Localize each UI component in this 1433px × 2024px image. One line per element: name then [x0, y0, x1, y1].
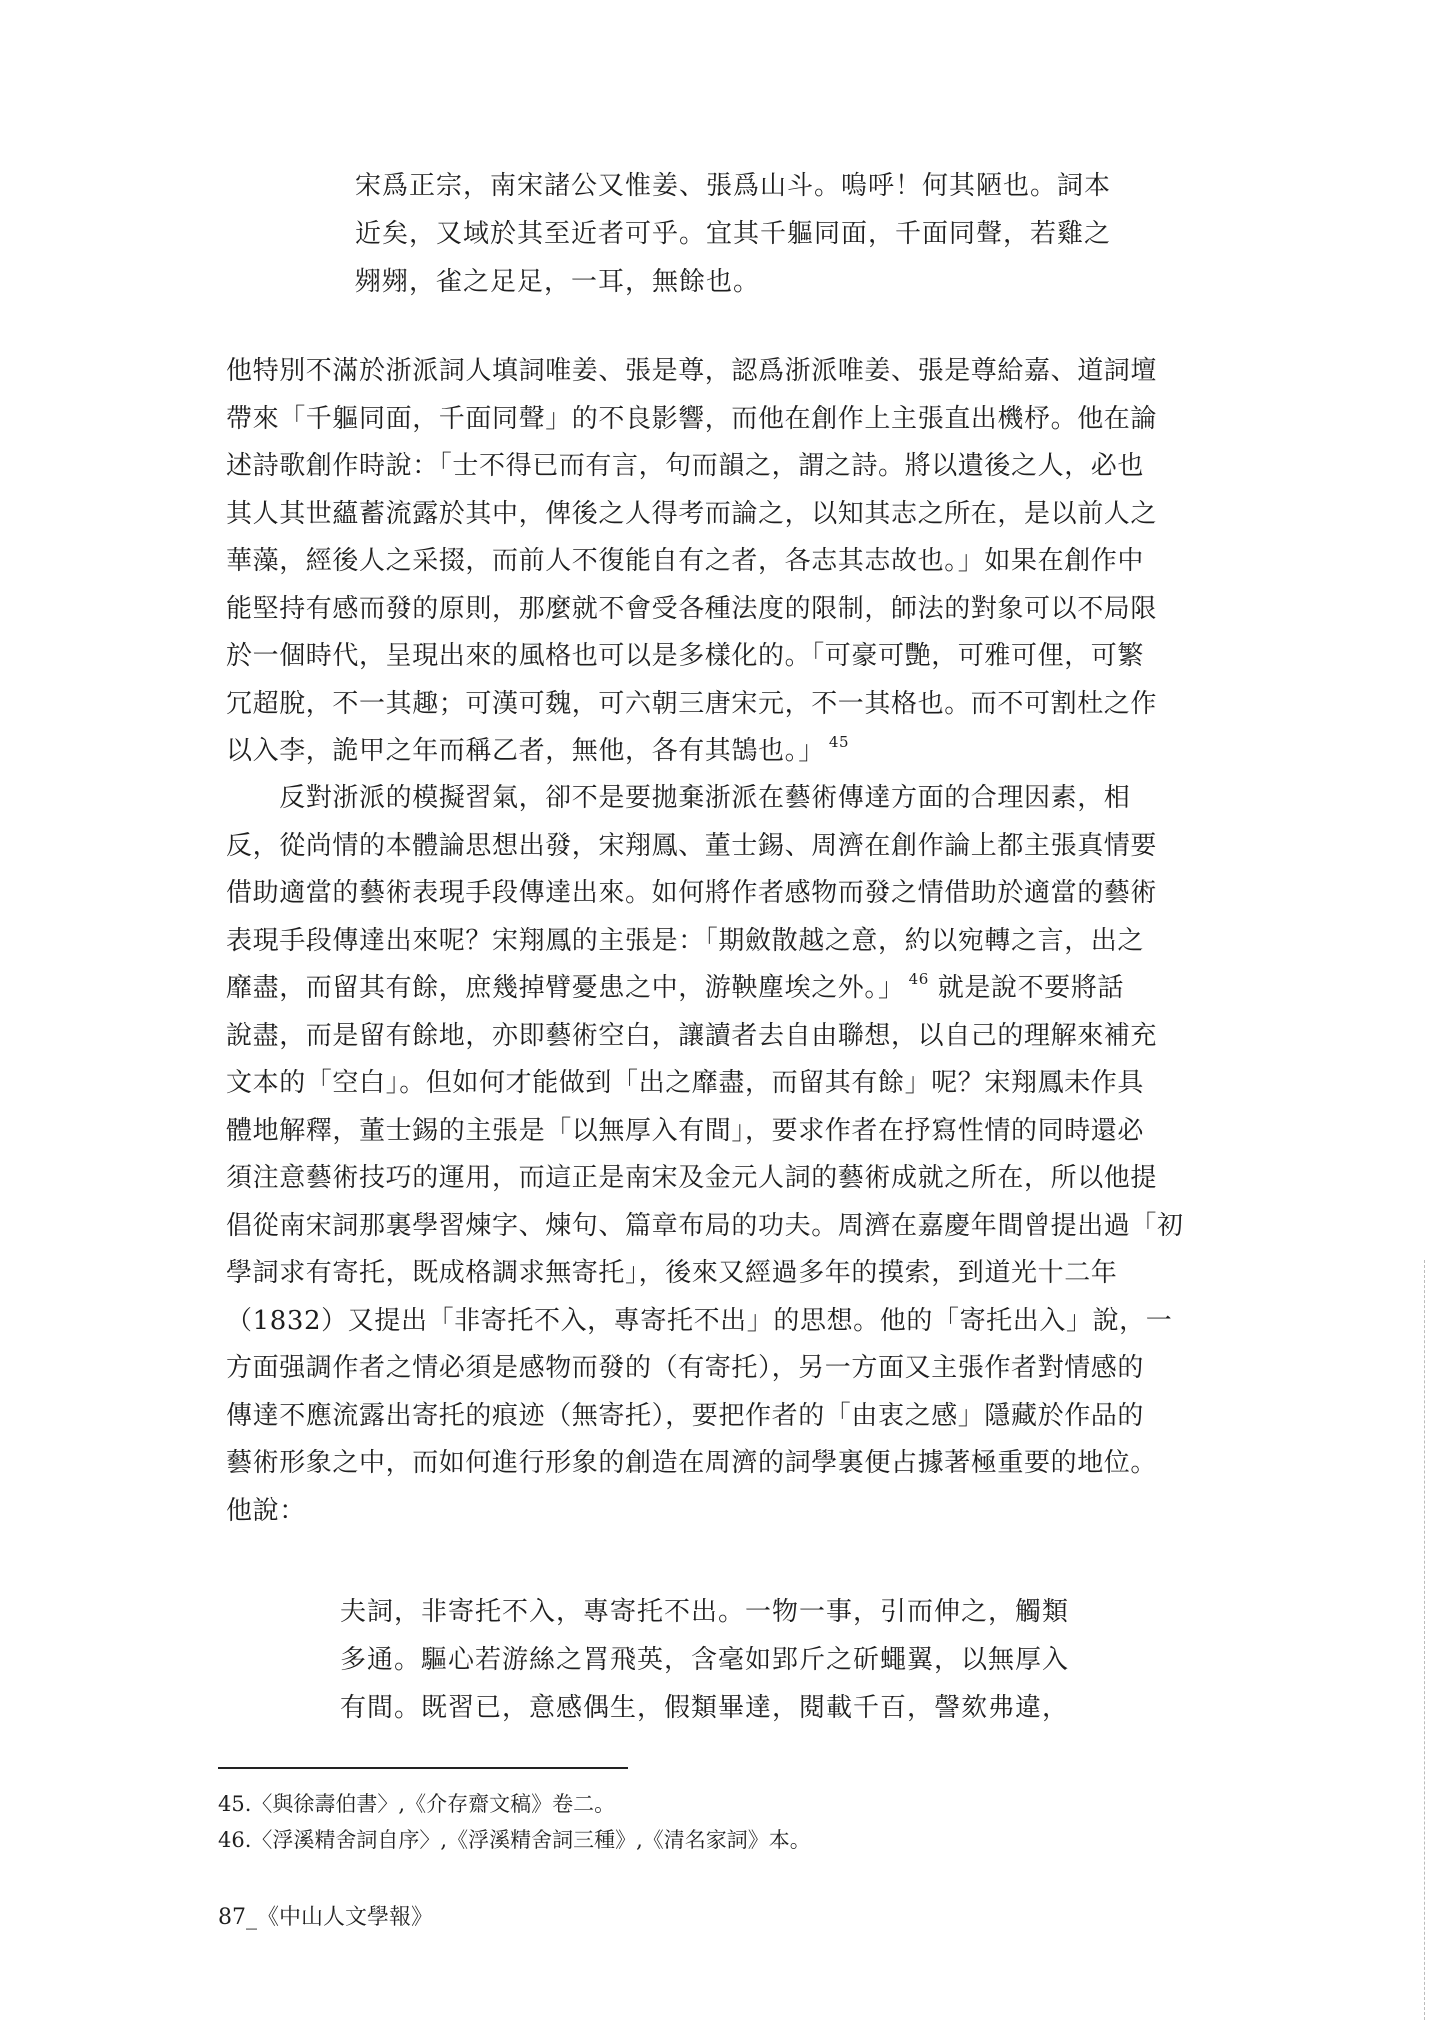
- footnote-divider: [218, 1767, 628, 1769]
- text-line: 反，從尚情的本體論思想出發，宋翔鳳、董士錫、周濟在創作論上都主張真情要: [226, 830, 1158, 861]
- text-line: 他特別不滿於浙派詞人填詞唯姜、張是尊，認爲浙派唯姜、張是尊給嘉、道詞壇: [226, 356, 1158, 386]
- footnote-45: 45.〈與徐壽伯書〉,《介存齋文稿》卷二。: [218, 1792, 616, 1816]
- block-quote-top: [355, 162, 1155, 306]
- text-line: 華藻，經後人之采掇，而前人不復能自有之者，各志其志故也。」如果在創作中: [226, 546, 1145, 576]
- text-line: 說盡，而是留有餘地，亦即藝術空白，讓讀者去自由聯想，以自己的理解來補充: [226, 1020, 1158, 1051]
- text-line: 其人其世蘊蓄流露於其中，俾後之人得考而論之，以知其志之所在，是以前人之: [226, 498, 1158, 529]
- text-line: [226, 965, 1216, 1013]
- quote-line: 近矣，又域於其至近者可乎。宜其千軀同面，千面同聲，若雞之: [355, 219, 1112, 249]
- page-footer: 87_《中山人文學報》: [218, 1905, 433, 1930]
- text-line: 倡從南宋詞那裏學習煉字、煉句、篇章布局的功夫。周濟在嘉慶年間曾提出過「初: [226, 1210, 1184, 1241]
- quote-line: 夫詞，非寄托不入，專寄托不出。一物一事，引而伸之，觸類: [340, 1597, 1070, 1627]
- text-line: 反對浙派的模擬習氣，卻不是要拋棄浙派在藝術傳達方面的合理因素，相: [226, 783, 1131, 813]
- paragraph-1: [226, 348, 1216, 776]
- paragraph-2: [226, 775, 1216, 1535]
- quote-line: 翙翙，雀之足足，一耳，無餘也。: [355, 267, 761, 297]
- text-line: 藝術形象之中，而如何進行形象的創造在周濟的詞學裏便占據著極重要的地位。: [226, 1448, 1158, 1478]
- text-line: 他說：: [226, 1495, 306, 1526]
- quote-line: 多通。驅心若游絲之罥飛英，含毫如郢斤之斫蠅翼，以無厚入: [340, 1645, 1070, 1675]
- text-line: （1832）又提出「非寄托不入，專寄托不出」的思想。他的「寄托出入」說，一: [226, 1305, 1173, 1336]
- footnotes: [218, 1786, 811, 1858]
- text-line: 冗超脫，不一其趣；可漢可魏，可六朝三唐宋元，不一其格也。而不可割杜之作: [226, 688, 1158, 719]
- text-line: 表現手段傳達出來呢？宋翔鳳的主張是：「期斂散越之意，約以宛轉之言，出之: [226, 925, 1145, 956]
- text-line: 能堅持有感而發的原則，那麼就不會受各種法度的限制，師法的對象可以不局限: [226, 593, 1158, 624]
- quote-line: 宋爲正宗，南宋諸公又惟姜、張爲山斗。嗚呼！何其陋也。詞本: [355, 171, 1112, 201]
- text-line: 文本的「空白」。但如何才能做到「出之靡盡，而留其有餘」呢？宋翔鳳未作具: [226, 1068, 1145, 1098]
- text-line: 體地解釋，董士錫的主張是「以無厚入有間」，要求作者在抒寫性情的同時還必: [226, 1115, 1145, 1146]
- block-quote-bottom: [340, 1588, 1140, 1732]
- footnote-46: 46.〈浮溪精舍詞自序〉,《浮溪精舍詞三種》,《清名家詞》本。: [218, 1828, 811, 1852]
- text-line: 借助適當的藝術表現手段傳達出來。如何將作者感物而發之情借助於適當的藝術: [226, 878, 1158, 908]
- text-line: 傳達不應流露出寄托的痕迹（無寄托），要把作者的「由衷之感」隱藏於作品的: [226, 1400, 1145, 1431]
- text-line-body: 以入李，詭甲之年而稱乙者，無他，各有其鵠也。」: [226, 736, 825, 766]
- scan-edge-line: [1424, 1260, 1425, 2020]
- text-line-tail: 就是說不要將話: [937, 973, 1124, 1003]
- text-line: 於一個時代，呈現出來的風格也可以是多樣化的。「可豪可艷，可雅可俚，可繁: [226, 641, 1145, 671]
- footnote-ref-46[interactable]: 46: [908, 970, 929, 988]
- footnote-ref-45[interactable]: 45: [828, 733, 850, 751]
- text-line-body: 靡盡，而留其有餘，庶幾掉臂憂患之中，游鞅塵埃之外。」: [226, 973, 905, 1003]
- text-line: 述詩歌創作時說：「士不得已而有言，句而韻之，謂之詩。將以遺後之人，必也: [226, 451, 1145, 481]
- text-line: 方面强調作者之情必須是感物而發的（有寄托），另一方面又主張作者對情感的: [226, 1353, 1145, 1383]
- quote-line: 有間。既習已，意感偶生，假類畢達，閱載千百，謦欬弗違，: [340, 1693, 1070, 1723]
- text-line: [226, 728, 1216, 776]
- text-line: 帶來「千軀同面，千面同聲」的不良影響，而他在創作上主張直出機杼。他在論: [226, 403, 1158, 434]
- text-line: 學詞求有寄托，既成格調求無寄托」，後來又經過多年的摸索，到道光十二年: [226, 1258, 1118, 1288]
- text-line: 須注意藝術技巧的運用，而這正是南宋及金元人詞的藝術成就之所在，所以他提: [226, 1163, 1158, 1193]
